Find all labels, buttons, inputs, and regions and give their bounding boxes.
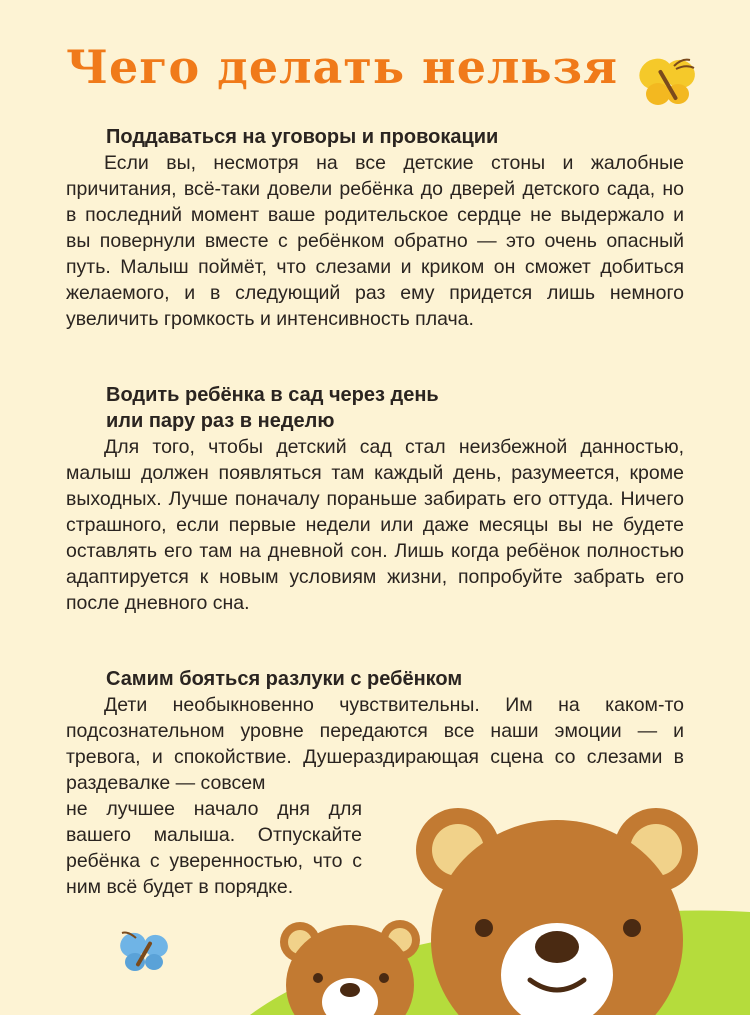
section-separation-fear [66,666,684,900]
section-text: Для того, чтобы детский сад стал неизбежной данностью, малыш должен появляться там каждый день, разумеется, кроме выходных. Лучше поначалу пораньше забирать его оттуда. Ничего страшного, если первые недели или даже месяцы вы не будете оставлять его там на дневной сон. Лишь когда ребёнок полностью адаптируется к новым условиям жизни, попробуйте забрать его после дневного сна. [66,436,684,614]
section-text: Дети необыкновенно чувствительны. Им на каком-то подсознательном уровне передаются все наши эмоции — и тревога, и спокойствие. Душераздирающая сцена со слезами в раздевалке — совсем [66,694,684,794]
section-text-continued: не лучшее начало дня для вашего малыша. Отпускайте ребёнка с уверенностью, что с ним всё будет в порядке. [66,798,362,898]
butterfly-icon [116,928,174,978]
section-heading: Поддаваться на уговоры и провокации [106,126,499,148]
small-bear [280,920,420,1015]
page-title: Чего делать нельзя [66,40,618,94]
section-text: Если вы, несмотря на все детские стоны и жалобные причитания, всё-таки довели ребёнка до дверей детского сада, но в последний момент ваше родительское сердце не выдержало и вы повернули вместе с ребёнком обратно — это очень опасный путь. Малыш поймёт, что слезами и криком он сможет добиться желаемого, и в следующий раз ему придется лишь немного увеличить громкость и интенсивность плача. [66,152,684,330]
section-heading: Самим бояться разлуки с ребёнком [106,668,463,690]
section-heading: Водить ребёнка в сад через день или пару раз в неделю [106,384,439,432]
